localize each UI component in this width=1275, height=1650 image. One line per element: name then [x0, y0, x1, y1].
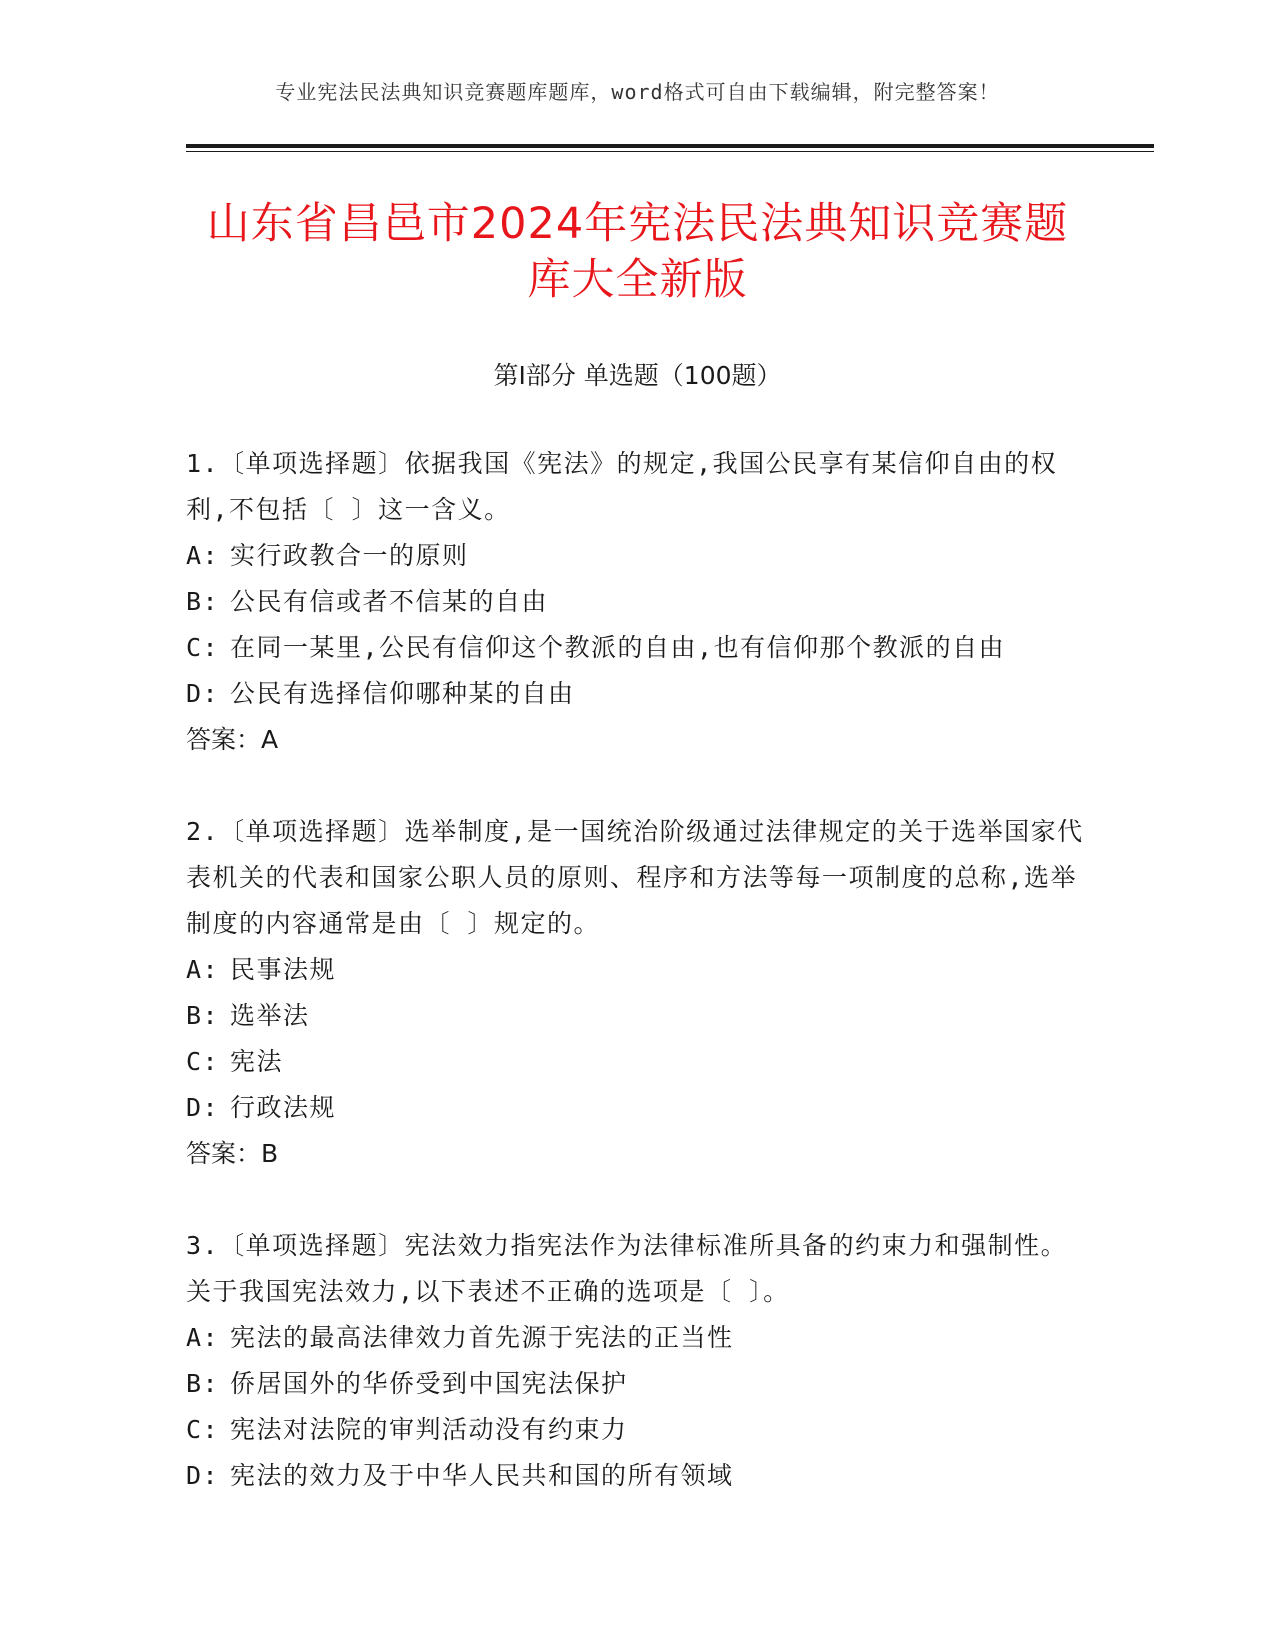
option-text: 宪法的效力及于中华人民共和国的所有领域 — [230, 1461, 734, 1490]
option-letter: D: — [186, 679, 220, 708]
option-letter: D: — [186, 1093, 220, 1122]
option-letter: C: — [186, 633, 220, 662]
document-title-line-1: 山东省昌邑市2024年宪法民法典知识竞赛题 — [206, 199, 1069, 249]
header-note: 专业宪法民法典知识竞赛题库题库，word格式可自由下载编辑，附完整答案！ — [275, 80, 1000, 104]
option-c — [186, 625, 1086, 671]
question-3 — [186, 1223, 1086, 1499]
option-c — [186, 1039, 1086, 1085]
option-b — [186, 993, 1086, 1039]
option-text: 民事法规 — [230, 955, 337, 984]
question-1 — [186, 441, 1086, 763]
option-a — [186, 947, 1086, 993]
document-title — [160, 196, 1115, 308]
header-rule-thick — [186, 144, 1154, 148]
option-text: 实行政教合一的原则 — [230, 541, 469, 570]
question-2 — [186, 809, 1086, 1177]
option-b — [186, 579, 1086, 625]
option-text: 宪法 — [230, 1047, 284, 1076]
option-a — [186, 533, 1086, 579]
option-letter: C: — [186, 1415, 220, 1444]
section-title: 第Ⅰ部分 单选题（100题） — [493, 361, 782, 390]
option-letter: D: — [186, 1461, 220, 1490]
option-text: 宪法的最高法律效力首先源于宪法的正当性 — [230, 1323, 734, 1352]
option-letter: B: — [186, 1369, 220, 1398]
header-rule-thin — [186, 151, 1154, 152]
option-text: 侨居国外的华侨受到中国宪法保护 — [230, 1369, 628, 1398]
option-letter: C: — [186, 1047, 220, 1076]
option-d — [186, 1453, 1086, 1499]
option-text: 宪法对法院的审判活动没有约束力 — [230, 1415, 628, 1444]
option-text: 公民有选择信仰哪种某的自由 — [230, 679, 575, 708]
option-letter: A: — [186, 541, 220, 570]
option-text: 公民有信或者不信某的自由 — [230, 587, 549, 616]
option-b — [186, 1361, 1086, 1407]
option-d — [186, 1085, 1086, 1131]
option-text: 在同一某里,公民有信仰这个教派的自由,也有信仰那个教派的自由 — [230, 633, 1006, 662]
answer: 答案：A — [186, 725, 279, 754]
option-text: 行政法规 — [230, 1093, 337, 1122]
option-letter: B: — [186, 587, 220, 616]
answer: 答案：B — [186, 1139, 279, 1168]
option-c — [186, 1407, 1086, 1453]
question-stem: 1.〔单项选择题〕依据我国《宪法》的规定,我国公民享有某信仰自由的权利,不包括〔 〕这一含义。 — [186, 449, 1058, 524]
option-a — [186, 1315, 1086, 1361]
option-text: 选举法 — [230, 1001, 310, 1030]
option-letter: B: — [186, 1001, 220, 1030]
question-stem: 2.〔单项选择题〕选举制度,是一国统治阶级通过法律规定的关于选举国家代表机关的代表和国家公职人员的原则、程序和方法等每一项制度的总称,选举制度的内容通常是由〔 〕规定的。 — [186, 817, 1084, 938]
option-letter: A: — [186, 1323, 220, 1352]
document-title-line-2: 库大全新版 — [527, 255, 748, 305]
question-list — [186, 441, 1086, 1499]
option-d — [186, 671, 1086, 717]
question-stem: 3.〔单项选择题〕宪法效力指宪法作为法律标准所具备的约束力和强制性。关于我国宪法效力,以下表述不正确的选项是〔 〕。 — [186, 1231, 1068, 1306]
option-letter: A: — [186, 955, 220, 984]
